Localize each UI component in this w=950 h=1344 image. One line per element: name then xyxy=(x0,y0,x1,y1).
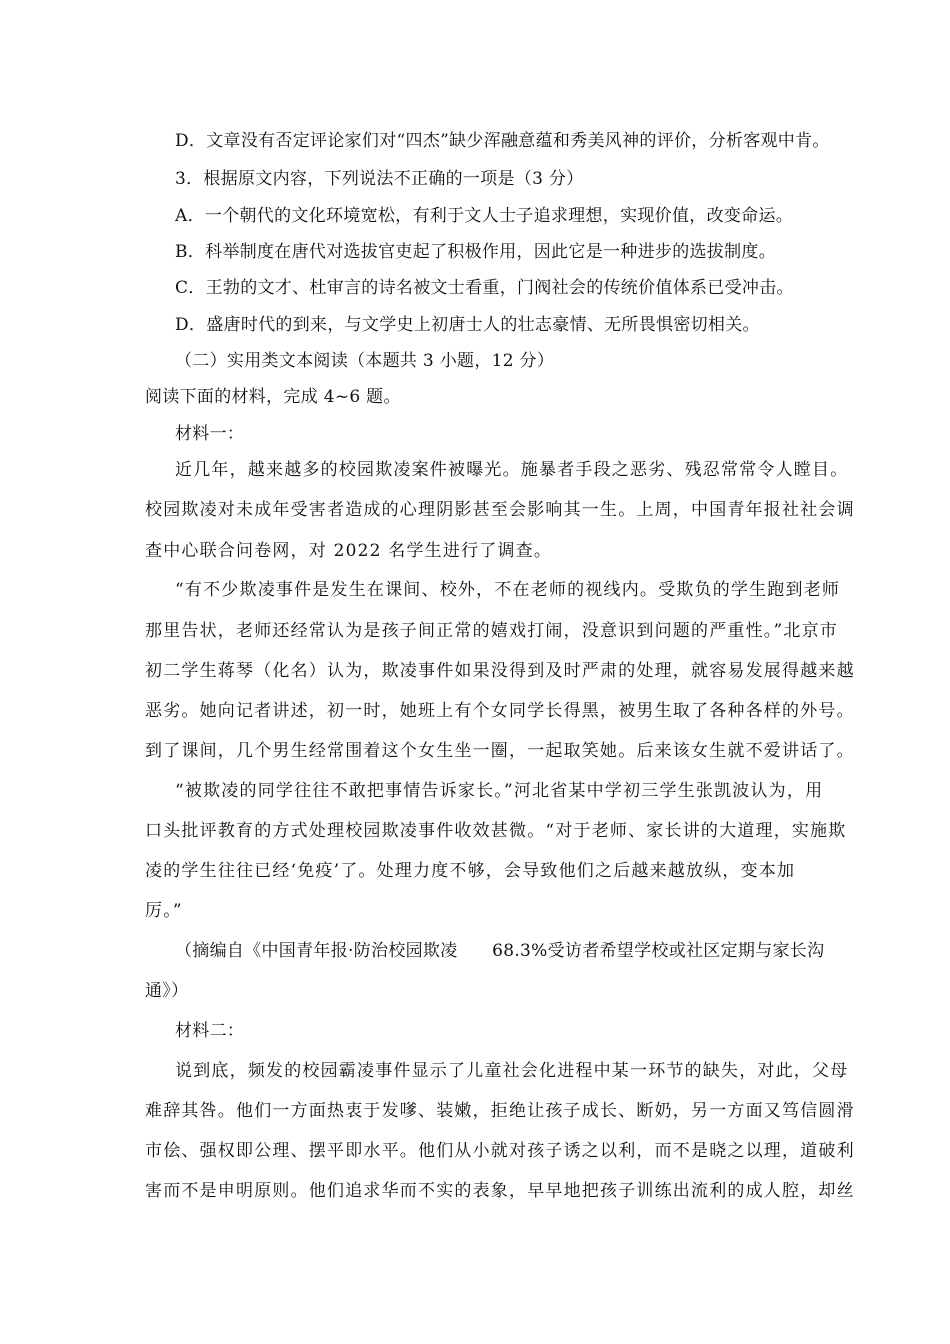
paragraph-line: “被欺凌的同学往往不敢把事情告诉家长。”河北省某中学初三学生张凯波认为，用 xyxy=(175,781,824,801)
paragraph-line: 厉。” xyxy=(145,901,183,921)
source-citation: （摘编自《中国青年报·防治校园欺凌 68.3%受访者希望学校或社区定期与家长沟 xyxy=(175,941,825,961)
paragraph-line: 害而不是申明原则。他们追求华而不实的表象，早早地把孩子训练出流利的成人腔，却丝 xyxy=(145,1181,855,1201)
material-2-label: 材料二： xyxy=(175,1021,245,1041)
paragraph-line: 到了课间，几个男生经常围着这个女生坐一圈，一起取笑她。后来该女生就不爱讲话了。 xyxy=(145,741,855,761)
option-b: B．科举制度在唐代对选拔官吏起了积极作用，因此它是一种进步的选拔制度。 xyxy=(175,242,776,262)
paragraph-line: 校园欺凌对未成年受害者造成的心理阴影甚至会影响其一生。上周，中国青年报社社会调 xyxy=(145,500,855,520)
source-citation-end: 通》） xyxy=(145,981,189,1001)
paragraph-line: 近几年，越来越多的校园欺凌案件被曝光。施暴者手段之恶劣、残忍常常令人瞠目。 xyxy=(175,460,849,480)
paragraph-line: 口头批评教育的方式处理校园欺凌事件收效甚微。“对于老师、家长讲的大道理，实施欺 xyxy=(145,821,847,841)
option-d: D．盛唐时代的到来，与文学史上初唐士人的壮志豪情、无所畏惧密切相关。 xyxy=(175,315,760,335)
paragraph-line: 凌的学生往往已经‘免疫’了。处理力度不够，会导致他们之后越来越放纵，变本加 xyxy=(145,861,796,881)
paragraph-line: “有不少欺凌事件是发生在课间、校外，不在老师的视线内。受欺负的学生跑到老师 xyxy=(175,580,841,600)
option-d-previous: D．文章没有否定评论家们对“四杰”缺少浑融意蕴和秀美风神的评价，分析客观中肯。 xyxy=(175,131,830,151)
option-c: C．王勃的文才、杜审言的诗名被文士看重，门阀社会的传统价值体系已受冲击。 xyxy=(175,278,794,298)
question-3: 3．根据原文内容，下列说法不正确的一项是（3 分） xyxy=(175,169,584,189)
paragraph-line: 恶劣。她向记者讲述，初一时，她班上有个女同学长得黑，被男生取了各种各样的外号。 xyxy=(145,701,855,721)
material-1-label: 材料一： xyxy=(175,424,245,444)
instruction: 阅读下面的材料，完成 4~6 题。 xyxy=(145,387,401,407)
paragraph-line: 查中心联合问卷网，对 2022 名学生进行了调查。 xyxy=(145,541,553,561)
paragraph-line: 难辞其咎。他们一方面热衷于发嗲、装嫩，拒绝让孩子成长、断奶，另一方面又笃信圆滑 xyxy=(145,1101,855,1121)
paragraph-line: 初二学生蒋琴（化名）认为，欺凌事件如果没得到及时严肃的处理，就容易发展得越来越 xyxy=(145,661,855,681)
paragraph-line: 说到底，频发的校园霸凌事件显示了儿童社会化进程中某一环节的缺失，对此，父母 xyxy=(175,1061,849,1081)
paragraph-line: 那里告状，老师还经常认为是孩子间正常的嬉戏打闹，没意识到问题的严重性。”北京市 xyxy=(145,621,838,641)
section-heading: （二）实用类文本阅读（本题共 3 小题，12 分） xyxy=(175,351,555,371)
option-a: A．一个朝代的文化环境宽松，有利于文人士子追求理想，实现价值，改变命运。 xyxy=(175,206,794,226)
paragraph-line: 市侩、强权即公理、摆平即水平。他们从小就对孩子诱之以利，而不是晓之以理，道破利 xyxy=(145,1141,855,1161)
